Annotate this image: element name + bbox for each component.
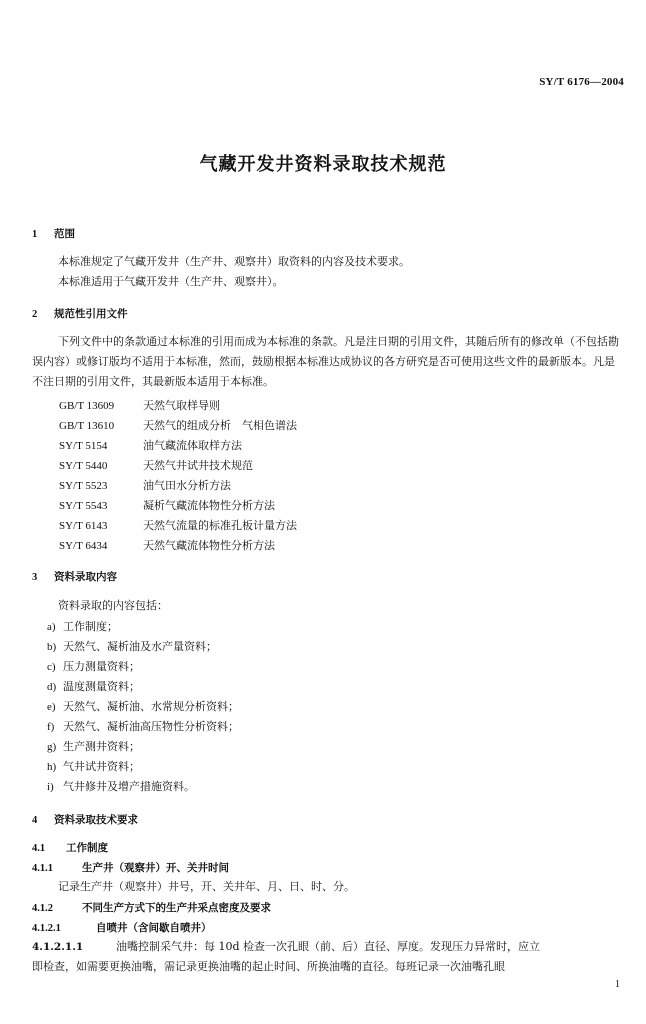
subsection-4-1-1 xyxy=(32,860,229,875)
list-item xyxy=(47,658,140,674)
scope-line-1: 本标准规定了气藏开发井（生产井、观察井）取资料的内容及技术要求。 xyxy=(58,255,410,268)
reference-item xyxy=(59,457,253,473)
item-mark: a) xyxy=(47,621,56,633)
reference-item xyxy=(59,517,297,533)
subsection-title: 工作制度 xyxy=(66,842,108,854)
ref-title: 油气田水分析方法 xyxy=(143,479,231,492)
ref-code: SY/T 6434 xyxy=(59,540,108,552)
ref-code: SY/T 5543 xyxy=(59,500,108,512)
item-mark: h) xyxy=(47,761,57,773)
subsection-4-1-1-body: 记录生产井（观察井）井号，开、关井年、月、日、时、分。 xyxy=(58,880,355,893)
ref-title: 凝析气藏流体物性分析方法 xyxy=(143,499,275,512)
subsection-number: 4.1.2 xyxy=(32,903,53,914)
reference-item xyxy=(59,537,275,553)
section-2-heading xyxy=(32,306,128,321)
ref-code: SY/T 5523 xyxy=(59,480,108,492)
subsection-number: 4.1.2.1 xyxy=(32,923,61,934)
section-title: 范围 xyxy=(54,228,75,240)
subsection-4-1 xyxy=(32,840,108,855)
item-mark: e) xyxy=(47,701,56,713)
item-mark: c) xyxy=(47,661,56,673)
normative-references-intro xyxy=(32,332,624,392)
list-item xyxy=(47,758,140,774)
section-3-heading xyxy=(32,569,117,584)
list-item xyxy=(47,618,118,634)
intro-paragraph: 下列文件中的条款通过本标准的引用而成为本标准的条款。凡是注日期的引用文件，其随后所有的修改单（不包括勘误内容）或修订版均不适用于本标准，然而，鼓励根据本标准达成协议的各方研究是否可使用这些文件的最新版本。凡是不注日期的引用文件，其最新版本适用于本标准。 xyxy=(32,335,619,388)
list-item xyxy=(47,778,195,794)
section-title: 规范性引用文件 xyxy=(54,308,128,320)
reference-item xyxy=(59,477,231,493)
ref-code: SY/T 6143 xyxy=(59,520,108,532)
reference-item xyxy=(59,397,220,413)
reference-item xyxy=(59,437,242,453)
item-mark: d) xyxy=(47,681,57,693)
section-number: 3 xyxy=(32,572,38,583)
subsection-4-1-2-1 xyxy=(32,920,212,935)
list-item xyxy=(47,718,239,734)
section-number: 1 xyxy=(32,229,38,240)
subsection-title: 不同生产方式下的生产井采点密度及要求 xyxy=(82,902,271,914)
item-text: 气井修井及增产措施资料。 xyxy=(63,780,195,793)
ref-title: 油气藏流体取样方法 xyxy=(143,439,242,452)
standard-number: SY/T 6176—2004 xyxy=(539,76,624,88)
clause-4-1-2-1-1-line-1 xyxy=(32,937,540,957)
clause-number: 4.1.2.1.1 xyxy=(32,941,84,953)
ref-code: GB/T 13609 xyxy=(59,400,115,412)
item-text: 天然气、凝析油、水常规分析资料； xyxy=(63,700,239,713)
list-item xyxy=(47,678,140,694)
reference-item xyxy=(59,417,297,433)
item-mark: b) xyxy=(47,641,57,653)
section-4-heading xyxy=(32,812,138,827)
section-number: 2 xyxy=(32,309,38,320)
clause-text: 油嘴控制采气井：每 10d 检查一次孔眼（前、后）直径、厚度。发现压力异常时，应立 xyxy=(116,940,541,953)
item-text: 工作制度； xyxy=(63,620,118,633)
item-mark: g) xyxy=(47,741,57,753)
item-text: 天然气、凝析油高压物性分析资料； xyxy=(63,720,239,733)
document-title: 气藏开发井资料录取技术规范 xyxy=(199,154,447,175)
item-text: 压力测量资料； xyxy=(63,660,140,673)
reference-item xyxy=(59,497,275,513)
item-mark: f) xyxy=(47,721,55,733)
ref-code: SY/T 5440 xyxy=(59,460,108,472)
clause-4-1-2-1-1-line-2: 即检查，如需要更换油嘴，需记录更换油嘴的起止时间、所换油嘴的直径。每班记录一次油嘴孔眼 xyxy=(32,960,505,973)
page-number: 1 xyxy=(615,979,620,990)
section-number: 4 xyxy=(32,815,38,826)
section-title: 资料录取技术要求 xyxy=(54,814,138,826)
ref-title: 天然气取样导则 xyxy=(143,399,220,412)
subsection-title: 自喷井（含间歇自喷井） xyxy=(96,922,212,934)
list-item xyxy=(47,638,217,654)
scope-line-2: 本标准适用于气藏开发井（生产井、观察井）。 xyxy=(58,275,284,288)
subsection-title: 生产井（观察井）开、关井时间 xyxy=(82,862,229,874)
list-item xyxy=(47,738,140,754)
ref-title: 天然气藏流体物性分析方法 xyxy=(143,539,275,552)
section-3-intro: 资料录取的内容包括： xyxy=(58,599,168,612)
list-item xyxy=(47,698,239,714)
section-1-heading xyxy=(32,226,75,241)
ref-code: SY/T 5154 xyxy=(59,440,108,452)
item-text: 气井试井资料； xyxy=(63,760,140,773)
subsection-number: 4.1 xyxy=(32,843,46,854)
ref-title: 天然气的组成分析 气相色谱法 xyxy=(143,419,297,432)
item-text: 温度测量资料； xyxy=(63,680,140,693)
subsection-4-1-2 xyxy=(32,900,271,915)
item-text: 生产测井资料； xyxy=(63,740,140,753)
subsection-number: 4.1.1 xyxy=(32,863,53,874)
item-text: 天然气、凝析油及水产量资料； xyxy=(63,640,217,653)
ref-title: 天然气流量的标准孔板计量方法 xyxy=(143,519,297,532)
item-mark: i) xyxy=(47,781,54,793)
ref-code: GB/T 13610 xyxy=(59,420,115,432)
section-title: 资料录取内容 xyxy=(54,571,117,583)
ref-title: 天然气井试井技术规范 xyxy=(143,459,253,472)
